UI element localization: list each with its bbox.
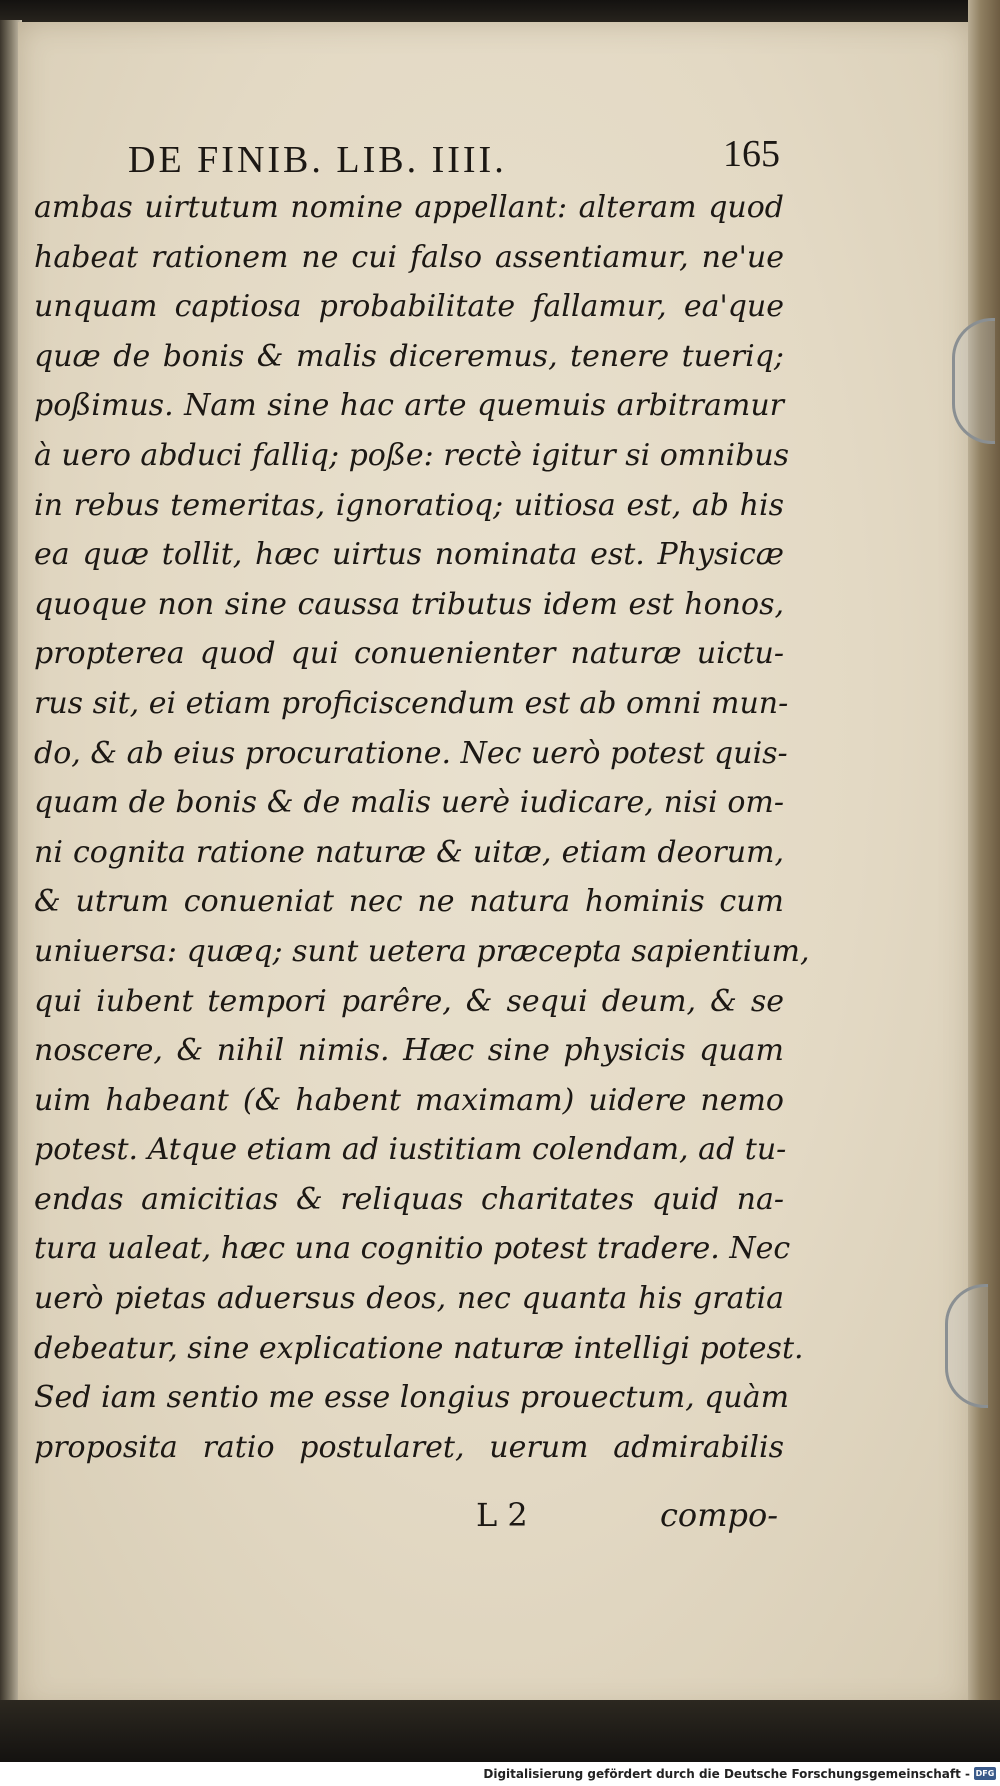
text-line: ea quæ tollit, hæc uirtus nominata est. Physicæ: [34, 537, 784, 573]
text-line: rus sit, ei etiam proficiscendum est ab omni mun-: [34, 685, 789, 721]
text-line: unquam captiosa probabilitate fallamur, ea'que: [34, 289, 784, 325]
dfg-logo: DFG: [975, 1769, 995, 1778]
text-line: Sed iam sentio me esse longius prouectum, quàm: [34, 1380, 790, 1416]
catchword: compo-: [660, 1496, 779, 1534]
scan-bottom-border: [0, 1700, 1000, 1762]
text-line: & utrum conueniat nec ne natura hominis cum: [34, 884, 784, 920]
text-line: ni cognita ratione naturæ & uitæ, etiam deorum,: [34, 834, 784, 870]
text-line: ambas uirtutum nomine appellant: alteram quod: [34, 190, 784, 225]
text-line: quæ de bonis & malis diceremus, tenere tueriq;: [34, 338, 784, 374]
text-line: do, & ab eius procuratione. Nec uerò potest quis-: [34, 735, 788, 771]
text-line: à uero abduci falliq; poße: rectè igitur si omnibus: [34, 437, 790, 473]
text-line: tura ualeat, hæc una cognitio potest tradere. Nec: [34, 1231, 791, 1267]
text-line: qui iubent tempori parêre, & sequi deum, & se: [34, 983, 784, 1019]
text-line: uniuersa: quæq; sunt uetera præcepta sapientium,: [34, 933, 810, 969]
credit-text: Digitalisierung gefördert durch die Deutsche Forschungsgemeinschaft -: [483, 1767, 970, 1781]
signature-mark: L 2: [476, 1496, 528, 1534]
text-line: endas amicitias & reliquas charitates quid na-: [34, 1181, 784, 1217]
text-line: habeat rationem ne cui falso assentiamur, ne'ue: [34, 239, 784, 275]
text-line: in rebus temeritas, ignoratioq; uitiosa est, ab his: [34, 487, 784, 523]
text-line: quoque non sine caussa tributus idem est honos,: [34, 586, 784, 622]
running-head-title: DE FINIB. LIB. IIII.: [128, 139, 507, 181]
page-clip-bottom: [945, 1284, 988, 1408]
text-line: quam de bonis & de malis uerè iudicare, nisi om-: [34, 785, 784, 821]
text-line: proposita ratio postularet, uerum admirabilis: [34, 1429, 784, 1465]
text-line: debeatur, sine explicatione naturæ intelligi potest.: [34, 1330, 804, 1366]
page-body-text: [34, 183, 810, 1472]
text-line: uerò pietas aduersus deos, nec quanta his gratia: [34, 1281, 784, 1317]
book-fore-edge: [968, 0, 1000, 1786]
digitization-credit: [0, 1762, 1000, 1786]
text-line: propterea quod qui conuenienter naturæ uictu-: [34, 636, 784, 672]
text-line: uim habeant (& habent maximam) uidere nemo: [34, 1082, 784, 1118]
page-number: 165: [723, 133, 780, 175]
text-line: potest. Atque etiam ad iustitiam colendam, ad tu-: [34, 1132, 787, 1168]
text-line: noscere, & nihil nimis. Hæc sine physicis quam: [34, 1033, 784, 1069]
page-clip-top: [952, 318, 995, 444]
running-head: [128, 133, 780, 182]
text-line: poßimus. Nam sine hac arte quemuis arbitramur: [34, 388, 784, 424]
